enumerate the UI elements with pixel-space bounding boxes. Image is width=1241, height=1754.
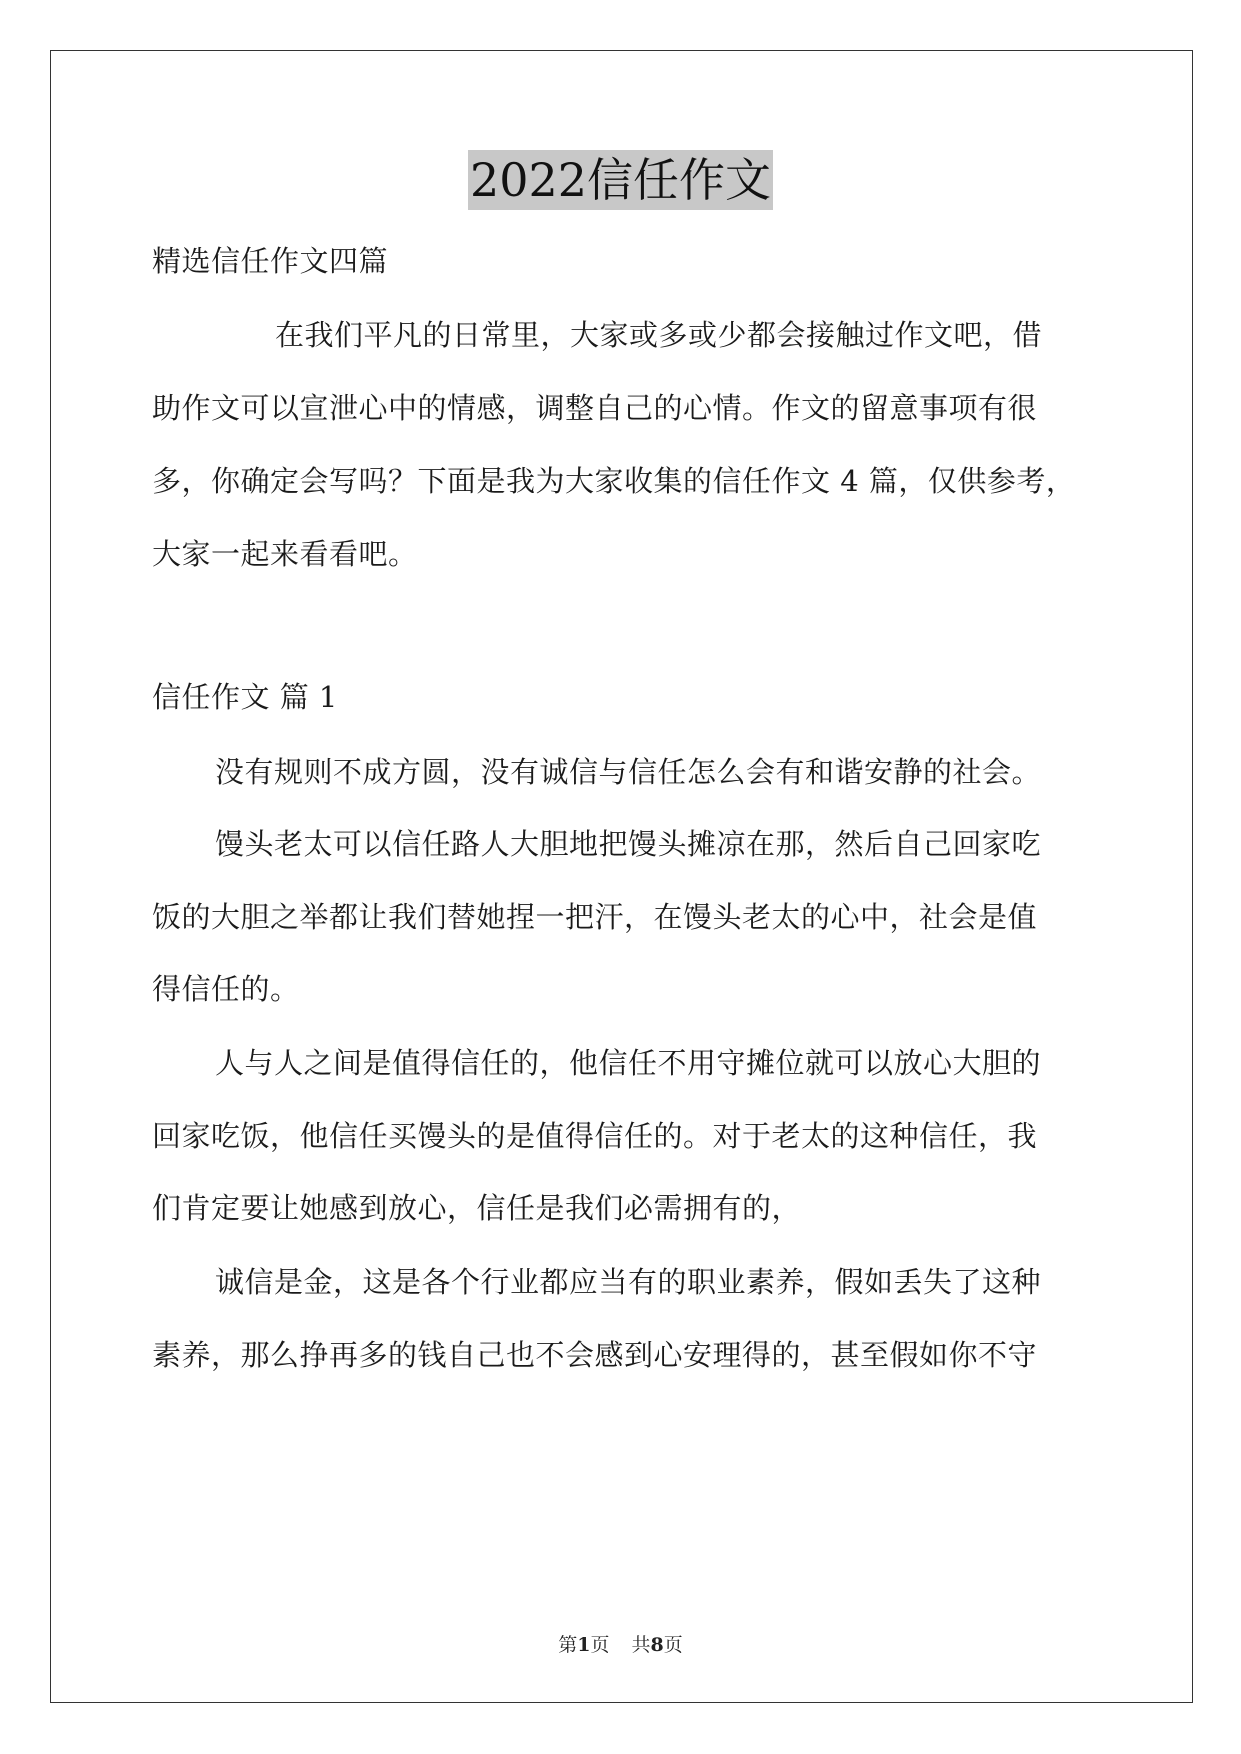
intro-line: 大家一起来看看吧。: [152, 537, 418, 571]
paragraph-line: 回家吃饭，他信任买馒头的是值得信任的。对于老太的这种信任，我: [152, 1119, 1038, 1153]
document-title: 2022信任作文: [468, 150, 773, 210]
intro-line: 多，你确定会写吗？下面是我为大家收集的信任作文 4 篇，仅供参考，: [152, 464, 1076, 498]
paragraph-line: 诚信是金，这是各个行业都应当有的职业素养，假如丢失了这种: [215, 1265, 1042, 1299]
total-suffix: 页: [663, 1634, 683, 1656]
paragraph-line: 没有规则不成方圆，没有诚信与信任怎么会有和谐安静的社会。: [215, 755, 1042, 789]
total-pages: 8: [650, 1634, 664, 1656]
paragraph-line: 素养，那么挣再多的钱自己也不会感到心安理得的，甚至假如你不守: [152, 1338, 1038, 1372]
section-heading: 信任作文 篇 1: [152, 680, 338, 714]
paragraph-line: 人与人之间是值得信任的，他信任不用守摊位就可以放心大胆的: [215, 1046, 1042, 1080]
page-border: [50, 50, 1193, 1703]
intro-line: 助作文可以宣泄心中的情感，调整自己的心情。作文的留意事项有很: [152, 391, 1038, 425]
total-prefix: 共: [631, 1634, 651, 1656]
intro-line: 在我们平凡的日常里，大家或多或少都会接触过作文吧，借: [275, 318, 1043, 352]
paragraph-line: 饭的大胆之举都让我们替她捏一把汗，在馒头老太的心中，社会是值: [152, 900, 1038, 934]
paragraph-line: 们肯定要让她感到放心，信任是我们必需拥有的，: [152, 1191, 802, 1225]
paragraph-line: 得信任的。: [152, 972, 300, 1006]
paragraph-line: 馒头老太可以信任路人大胆地把馒头摊凉在那，然后自己回家吃: [215, 827, 1042, 861]
page-suffix: 页: [590, 1634, 610, 1656]
page-footer: [0, 1630, 1241, 1657]
document-title-container: [0, 150, 1241, 210]
page-number: 1: [577, 1634, 591, 1656]
page-prefix: 第: [558, 1634, 578, 1656]
document-subtitle: 精选信任作文四篇: [152, 244, 389, 278]
